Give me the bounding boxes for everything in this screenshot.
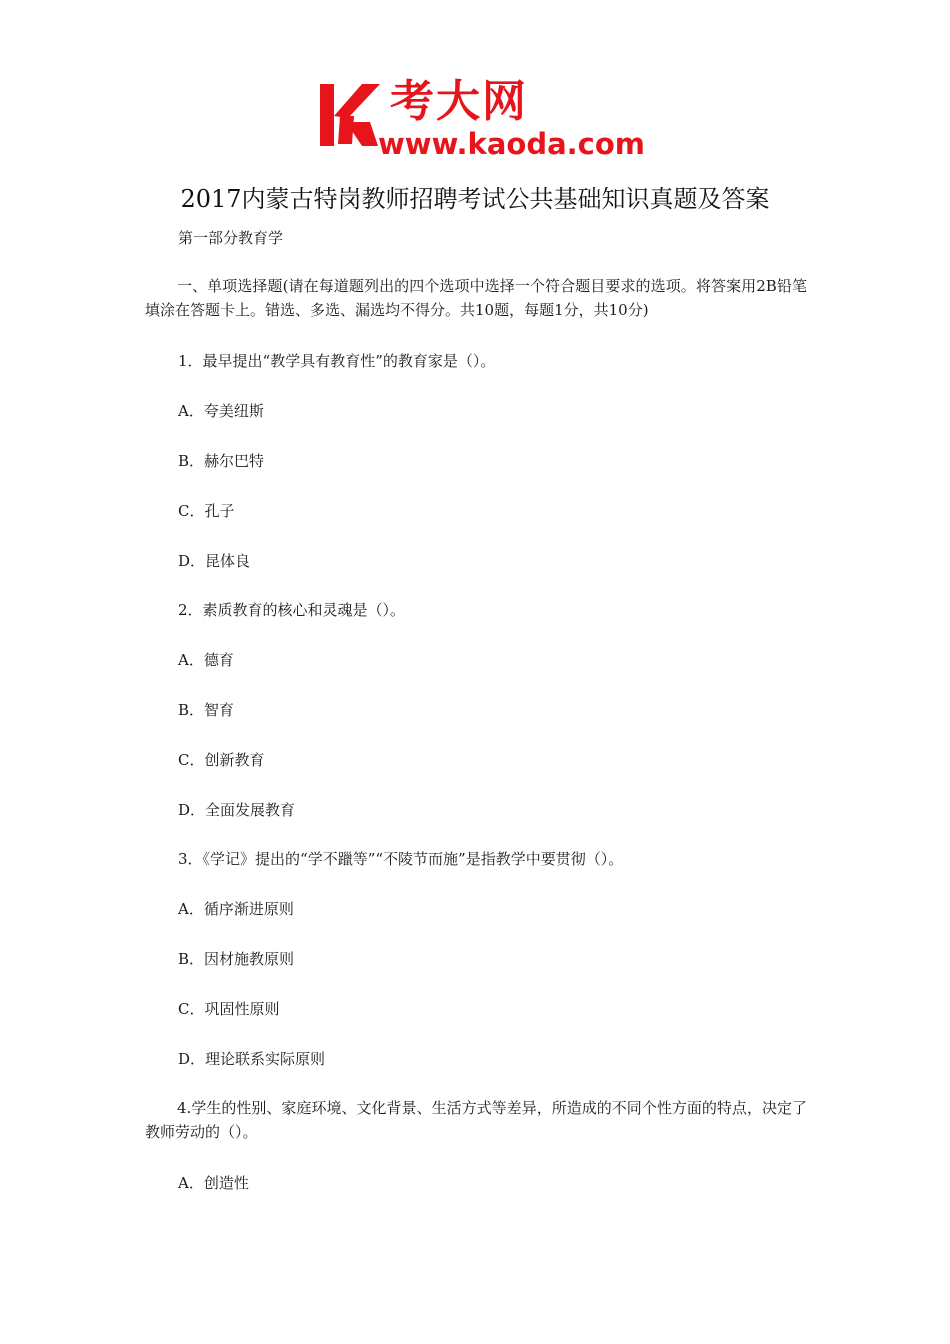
answer-option: A．循序渐进原则 [178,900,294,918]
answer-option: A．创造性 [178,1174,249,1192]
answer-option: C．孔子 [178,502,235,520]
kaoda-logo [318,76,645,161]
answer-option: A．德育 [178,651,234,669]
instructions-paragraph: 一、单项选择题(请在每道题列出的四个选项中选择一个符合题目要求的选项。将答案用2B铅笔填涂在答题卡上。错选、多选、漏选均不得分。共10题，每题1分，共10分) [145,277,807,319]
answer-option: C．创新教育 [178,751,265,769]
section-heading: 第一部分教育学 [178,229,284,247]
answer-option: B．智育 [178,701,235,719]
answer-option: D．理论联系实际原则 [178,1050,326,1068]
answer-option: D．全面发展教育 [178,801,296,819]
k-logo-icon [318,82,382,148]
question-stem: 3．《学记》提出的“学不躐等”“不陵节而施”是指教学中要贯彻（）。 [178,850,624,868]
logo-url-text: www.kaoda.com [378,127,645,161]
logo-brand-text: 考大网 [390,76,528,127]
answer-option: A．夸美纽斯 [178,402,264,420]
answer-option: D．昆体良 [178,552,251,570]
document-title: 2017内蒙古特岗教师招聘考试公共基础知识真题及答案 [180,185,770,213]
question-stem: 4.学生的性别、家庭环境、文化背景、生活方式等差异，所造成的不同个性方面的特点，决定了教师劳动的（）。 [145,1099,807,1141]
answer-option: B．赫尔巴特 [178,452,265,470]
answer-option: B．因材施教原则 [178,950,295,968]
question-stem: 2．素质教育的核心和灵魂是（）。 [178,601,406,619]
question-stem: 1．最早提出“教学具有教育性”的教育家是（）。 [178,352,496,370]
answer-option: C．巩固性原则 [178,1000,280,1018]
